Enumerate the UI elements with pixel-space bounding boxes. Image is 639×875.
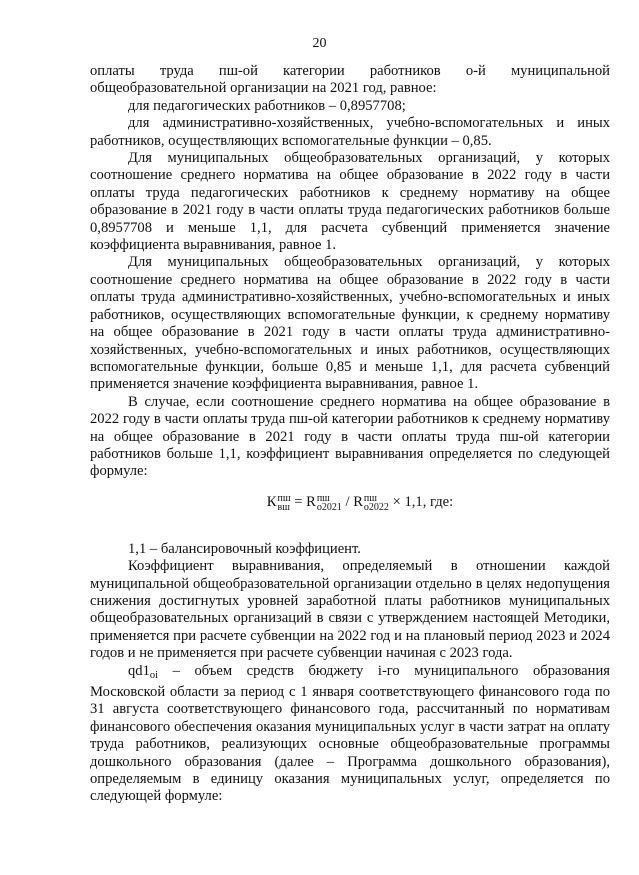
paragraph-pedagogical: для педагогических работников – 0,8957708;	[128, 97, 406, 114]
qd1-variable: qd1	[128, 662, 150, 679]
qd1-subscript: oi	[149, 669, 159, 681]
paragraph-coefficient-usage: Коэффициент выравнивания, определяемый в отношении каждой муниципальной общеобразовательной организации отдельно в целях недопущения снижения достигнутых уровней заработной платы работников муниципальных общеобразовательных организаций в связи с утверждением настоящей Методики, применяется при расчете субвенции на 2022 год и на плановый период 2023 и 2024 годов и не применяется при расчете субвенции начиная с 2023 года.	[90, 558, 610, 662]
paragraph-qd1-definition	[90, 663, 610, 806]
paragraph-pedagogical-condition: Для муниципальных общеобразовательных организаций, у которых соотношение среднего норматива на общее образование в 2022 году в части оплаты труда педагогических работников к среднему нормативу на общее образование в 2021 году в части оплаты труда педагогических работников больше 0,8957708 и меньше 1,1, для расчета субвенций применяется значение коэффициента выравнивания, равное 1.	[90, 150, 610, 254]
formula-tail: × 1,1, где:	[388, 493, 454, 510]
formula-k-sub: вш	[277, 501, 290, 513]
qd1-text: – объем средств бюджету i-го муниципального образования Московской области за период с 1 января соответствующего финансового года по 31 августа соответствующего финансового года, рассчитанный по нормативам финансового обеспечения оказания муниципальных услуг в части затрат на оплату труда работников, реализующих основные общеобразовательные программы дошкольного образования (далее – Программа дошкольного образования), определяемым в единицу оказания муниципальных услуг, определяется по следующей формуле:	[90, 662, 610, 805]
formula-k-sup: пш	[277, 492, 291, 504]
formula-r2-indices	[364, 494, 389, 512]
formula-r1-sub: о2021	[316, 501, 342, 513]
formula-r1-sup: пш	[316, 492, 330, 504]
document-body	[90, 63, 610, 806]
formula-r1-indices	[317, 494, 342, 512]
alignment-coefficient-formula	[90, 494, 610, 512]
paragraph-administrative: для административно-хозяйственных, учебно-вспомогательных и иных работников, осуществляющих вспомогательные функции – 0,85.	[90, 115, 610, 149]
paragraph-case-greater: В случае, если соотношение среднего норматива на общее образование в 2022 году в части оплаты труда пш-ой категории работников к среднему нормативу на общее образование в 2021 году в части оплаты труда пш-ой категории работников больше 1,1, коэффициент выравнивания определяется по следующей формуле:	[90, 393, 610, 480]
formula-r2-sup: пш	[363, 492, 377, 504]
paragraph-administrative-condition: Для муниципальных общеобразовательных организаций, у которых соотношение среднего норматива на общее образование в 2022 году в части оплаты труда административно-хозяйственных, учебно-вспомогательных и иных работников, осуществляющих вспомогательные функции, к среднему нормативу на общее образование в 2021 году в части оплаты труда административно-хозяйственных, учебно-вспомогательных и иных работников, осуществляющих вспомогательные функции, больше 0,85 и меньше 1,1, для расчета субвенций применяется значение коэффициента выравнивания, равное 1.	[90, 254, 610, 393]
page-number: 20	[312, 36, 327, 51]
paragraph-continuation: оплаты труда пш-ой категории работников о-й муниципальной общеобразовательной организации на 2021 год, равное:	[90, 63, 610, 97]
formula-equals: =	[290, 493, 307, 510]
formula-k: К	[266, 493, 277, 510]
formula-divide: /	[341, 493, 354, 510]
formula-r1: R	[306, 493, 316, 510]
formula-r2: R	[353, 493, 363, 510]
paragraph-balancing: 1,1 – балансировочный коэффициент.	[128, 540, 361, 557]
formula-k-indices	[278, 494, 291, 512]
formula-r2-sub: о2022	[363, 501, 389, 513]
